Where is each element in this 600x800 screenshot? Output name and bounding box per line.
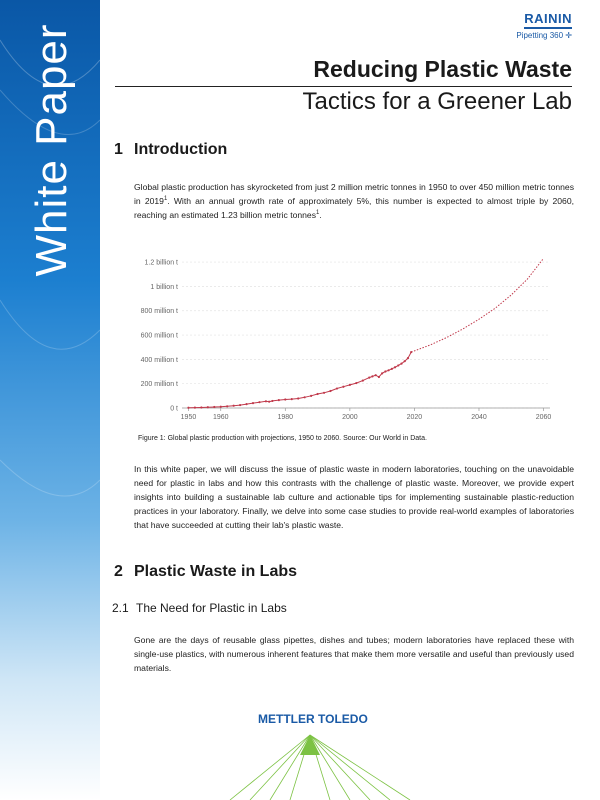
data-point [291,398,293,400]
y-tick-label: 1 billion t [150,283,178,291]
page-subtitle: Tactics for a Greener Lab [302,88,572,115]
x-tick-label: 2020 [406,414,423,421]
data-point [316,393,318,395]
data-point [381,372,383,374]
intro-text-a: Global plastic production has skyrocketed from just 2 million metric tonnes in 1950 to over 450 million metric tonnes in 2019 [134,182,574,206]
figure-caption: Figure 1: Global plastic production with projections, 1950 to 2060. Source: Our World in Data. [138,435,427,442]
data-point [310,395,312,397]
data-point [271,400,273,402]
subsection-2-1-number: 2.1 [112,601,129,615]
data-point [278,399,280,401]
data-point [265,400,267,402]
data-point [226,405,228,407]
projection-line [411,258,543,352]
intro-text-c: . [319,210,322,220]
data-point [407,357,409,359]
data-point [336,387,338,389]
x-tick-label: 1960 [212,414,229,421]
data-point [362,380,364,382]
data-point [391,368,393,370]
data-point [400,363,402,365]
data-point [404,360,406,362]
data-point [207,406,209,408]
data-point [252,402,254,404]
data-point [349,384,351,386]
subsection-2-1-heading [112,601,287,615]
section-1-title: Introduction [134,141,228,158]
x-tick-label: 1980 [277,414,294,421]
data-point [397,364,399,366]
data-point [200,406,202,408]
y-tick-label: 200 million t [140,381,178,389]
intro-paragraph [134,180,574,222]
data-point [378,376,380,378]
x-tick-label: 2040 [471,414,487,421]
section-1-heading [114,141,227,159]
data-point [213,406,215,408]
footnote-ref-2: 1 [316,210,320,217]
y-tick-label: 400 million t [140,356,178,364]
data-point [239,404,241,406]
plastic-need-paragraph: Gone are the days of reusable glass pipettes, dishes and tubes; modern laboratories have replaced these with single-use plastics, with numerous inherent features that make them more versatile and useful than previously used materials. [134,635,574,673]
data-point [233,405,235,407]
data-point [368,377,370,379]
section-2-heading [114,563,297,581]
data-point [220,406,222,408]
data-point [371,375,373,377]
section-1-number: 1 [114,141,123,158]
brand-name: RAININ [524,11,572,29]
data-point [342,386,344,388]
x-tick-label: 2060 [535,414,552,421]
data-point [258,401,260,403]
section-2-title: Plastic Waste in Labs [134,563,298,580]
page-title: Reducing Plastic Waste [313,56,572,82]
data-point [194,407,196,409]
sidebar-title: White Paper [27,23,76,277]
data-point [268,401,270,403]
data-point [394,366,396,368]
data-point [187,407,189,409]
data-point [329,390,331,392]
data-point [284,398,286,400]
y-tick-label: 1.2 billion t [144,259,178,267]
data-point [375,374,377,376]
data-point [323,392,325,394]
data-point [245,403,247,405]
mettler-toledo-logo: METTLER TOLEDO [258,712,368,726]
y-tick-label: 600 million t [140,332,178,340]
intro-text-b: . With an annual growth rate of approximately 5%, this number is expected to almost triple by 2060, reaching an estimated 1.23 billion metric tonnes [134,196,574,220]
plastic-production-chart [130,244,560,430]
footnote-ref-1: 1 [163,196,168,203]
data-point [384,370,386,372]
section-2-number: 2 [114,563,123,580]
data-point [304,396,306,398]
data-point [297,397,299,399]
data-point [387,369,389,371]
footer-decorative-lines [200,730,420,800]
historical-line [189,352,412,408]
subsection-2-1-title: The Need for Plastic in Labs [136,601,287,615]
y-tick-label: 800 million t [140,308,178,316]
sidebar-band [0,0,100,800]
data-point [355,382,357,384]
y-tick-label: 0 t [170,405,178,413]
title-divider [115,86,572,87]
brand-subtitle: Pipetting 360 ✛ [516,31,572,40]
overview-paragraph: In this white paper, we will discuss the issue of plastic waste in modern laboratories, touching on the unavoidable need for plastic in labs and how this contrasts with the challenge of plastic waste. Moreover, we provide expert insights into building a sustainable lab culture and actionable tips for implementing sustainable plastic-reduction practices in your laboratory. Finally, we delve into some case studies to provide real-world examples of laboratories that have succeeded at cutting their lab's plastic waste. [134,464,574,530]
x-tick-label: 2000 [342,414,358,421]
brand-logo [516,10,572,40]
x-tick-label: 1950 [180,414,197,421]
